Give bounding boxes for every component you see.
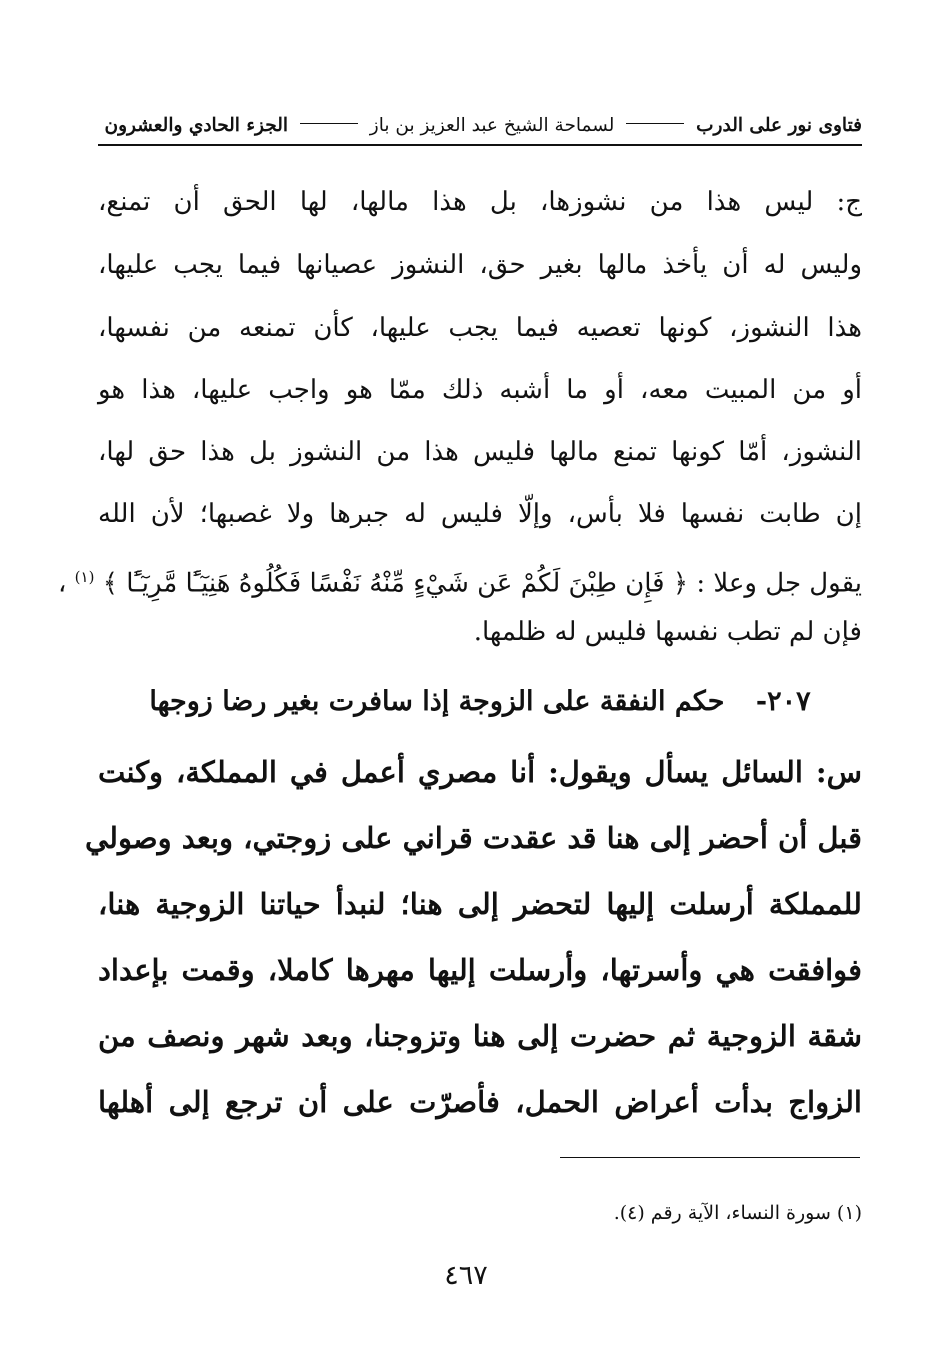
verse-intro: يقول جل وعلا :	[696, 568, 862, 599]
answer-line: هذا النشوز، كونها تعصيه فيما يجب عليها، كأن تمنعه من نفسها،	[98, 313, 862, 343]
answer-line: أو من المبيت معه، أو ما أشبه ذلك ممّا هو واجب عليها، هذا هو	[98, 375, 862, 405]
running-header	[98, 108, 862, 146]
header-separator	[626, 123, 684, 124]
section-title: حكم النفقة على الزوجة إذا سافرت بغير رضا زوجها	[149, 686, 725, 717]
section-heading	[98, 672, 862, 732]
answer-line: وليس له أن يأخذ مالها بغير حق، النشوز عصيانها فيما يجب عليها،	[98, 250, 862, 280]
question-line: س: السائل يسأل ويقول: أنا مصري أعمل في المملكة، وكنت	[98, 755, 862, 789]
answer-line: النشوز، أمّا كونها تمنع مالها فليس هذا من النشوز بل هذا حق لها،	[98, 437, 862, 467]
page-number: ٤٦٧	[444, 1260, 488, 1291]
question-line: شقة الزوجية ثم حضرت إلى هنا وتزوجنا، وبعد شهر ونصف من	[98, 1019, 862, 1053]
answer-line-last: فإن لم تطب نفسها فليس له ظلمها.	[473, 617, 862, 647]
question-line: الزواج بدأت أعراض الحمل، فأصرّت على أن ترجع إلى أهلها	[98, 1085, 862, 1119]
question-line: قبل أن أحضر إلى هنا قد عقدت قراني على زوجتي، وبعد وصولي	[84, 821, 862, 855]
answer-line: إن طابت نفسها فلا بأس، وإلّا فليس له جبرها ولا غصبها؛ لأن الله	[98, 499, 862, 529]
verse-end: ،	[58, 568, 67, 599]
header-separator	[300, 123, 358, 124]
footnote: (١) سورة النساء، الآية رقم (٤).	[613, 1202, 862, 1224]
footnote-ref: (١)	[74, 568, 95, 586]
answer-line: ج: ليس هذا من نشوزها، بل هذا مالها، لها الحق أن تمنع،	[98, 187, 862, 217]
footnote-divider	[560, 1157, 860, 1158]
verse-line	[58, 547, 862, 607]
question-line: للمملكة أرسلت إليها لتحضر إلى هنا؛ لنبدأ حياتنا الزوجية هنا،	[98, 887, 862, 921]
question-line: فوافقت هي وأسرتها، وأرسلت إليها مهرها كاملا، وقمت بإعداد	[98, 953, 862, 987]
section-number: ٢٠٧-	[755, 686, 811, 717]
volume-label: الجزء الحادي والعشرون	[104, 115, 288, 136]
quran-verse: ﴿ فَإِن طِبْنَ لَكُمْ عَن شَيْءٍ مِّنْهُ نَفْسًا فَكُلُوهُ هَنِيٓـًٔا مَّرِيٓـًٔا ﴾	[102, 568, 689, 599]
book-title: فتاوى نور على الدرب	[696, 115, 862, 136]
author-name: لسماحة الشيخ عبد العزيز بن باز	[369, 115, 615, 136]
